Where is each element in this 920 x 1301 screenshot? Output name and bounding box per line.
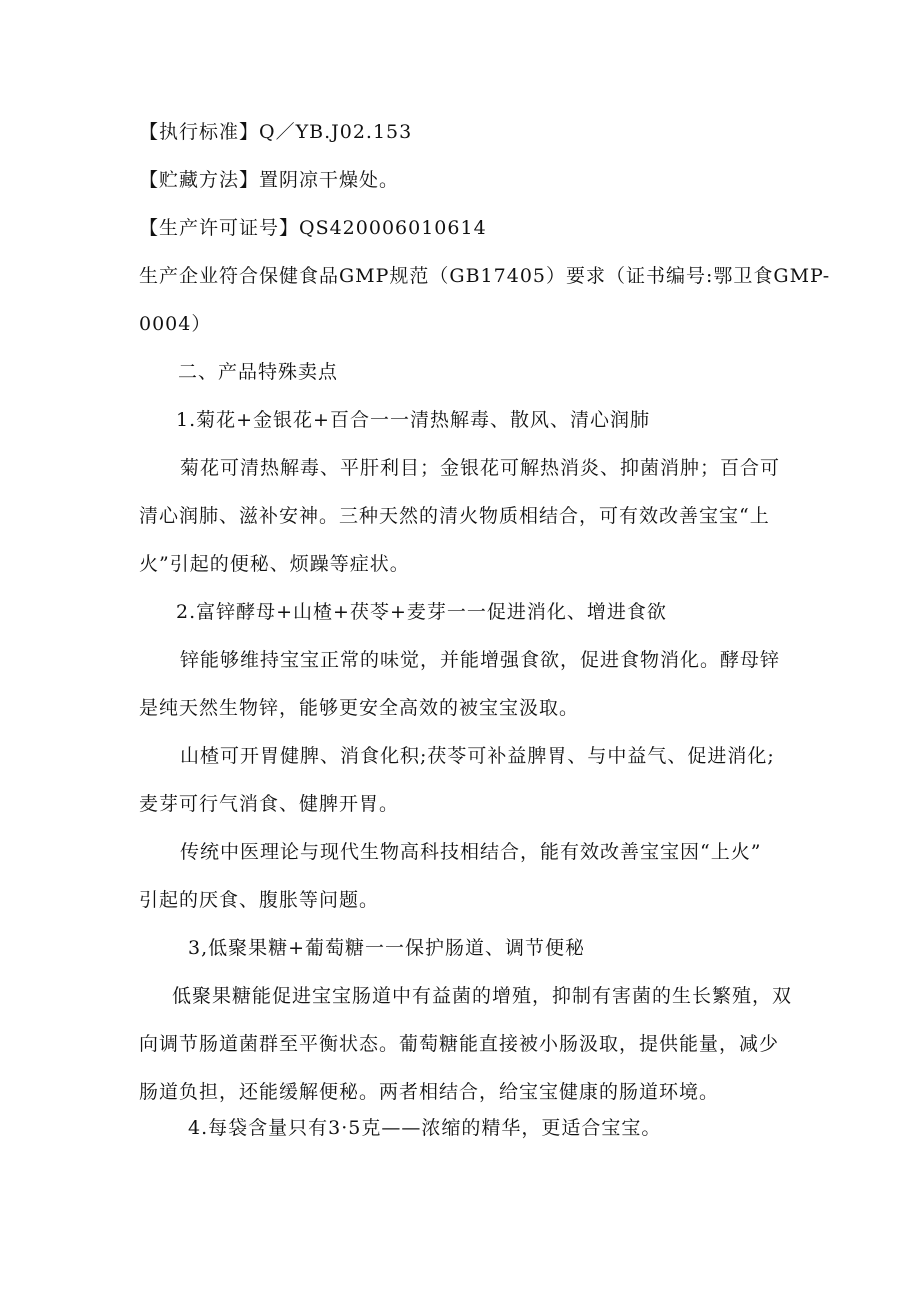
point1-line-3: 火”引起的便秘、烦躁等症状。 bbox=[139, 553, 410, 575]
point2-p3-line-2: 引起的厌食、腹胀等问题。 bbox=[139, 889, 380, 911]
point4-title: 4.每袋含量只有3·5克——浓缩的精华，更适合宝宝。 bbox=[188, 1117, 662, 1139]
point2-title: 2.富锌酵母+山楂+茯苓+麦芽一一促进消化、增进食欲 bbox=[176, 601, 667, 623]
point2-p1-line-1: 锌能够维持宝宝正常的味觉，并能增强食欲，促进食物消化。酵母锌 bbox=[180, 649, 781, 671]
point1-line-2: 清心润肺、滋补安神。三种天然的清火物质相结合，可有效改善宝宝“上 bbox=[139, 505, 770, 527]
point2-p3-line-1: 传统中医理论与现代生物高科技相结合，能有效改善宝宝因“上火” bbox=[180, 841, 762, 863]
point3-line-3: 肠道负担，还能缓解便秘。两者相结合，给宝宝健康的肠道环境。 bbox=[139, 1081, 720, 1103]
point2-p1-line-2: 是纯天然生物锌，能够更安全高效的被宝宝汲取。 bbox=[139, 697, 580, 719]
point3-line-1: 低聚果糖能促进宝宝肠道中有益菌的增殖，抑制有害菌的生长繁殖，双 bbox=[172, 985, 793, 1007]
gmp-line-1: 生产企业符合保健食品GMP规范（GB17405）要求（证书编号:鄂卫食GMP- bbox=[139, 265, 831, 287]
point1-line-1: 菊花可清热解毒、平肝利目；金银花可解热消炎、抑菌消肿；百合可 bbox=[180, 457, 781, 479]
point3-title: 3,低聚果糖+葡萄糖一一保护肠道、调节便秘 bbox=[188, 937, 586, 959]
storage-line: 【贮藏方法】置阴凉干燥处。 bbox=[139, 169, 400, 191]
point1-title: 1.菊花+金银花+百合一一清热解毒、散风、清心润肺 bbox=[176, 409, 650, 431]
point2-p2-line-2: 麦芽可行气消食、健脾开胃。 bbox=[139, 793, 400, 815]
gmp-line-2: 0004） bbox=[139, 313, 212, 335]
section-title: 二、产品特殊卖点 bbox=[178, 361, 339, 383]
point3-line-2: 向调节肠道菌群至平衡状态。葡萄糖能直接被小肠汲取，提供能量，减少 bbox=[139, 1033, 780, 1055]
standard-line: 【执行标准】Q／YB.J02.153 bbox=[139, 121, 413, 143]
license-line: 【生产许可证号】QS420006010614 bbox=[139, 217, 487, 239]
point2-p2-line-1: 山楂可开胃健脾、消食化积;茯苓可补益脾胃、与中益气、促进消化; bbox=[180, 745, 775, 767]
